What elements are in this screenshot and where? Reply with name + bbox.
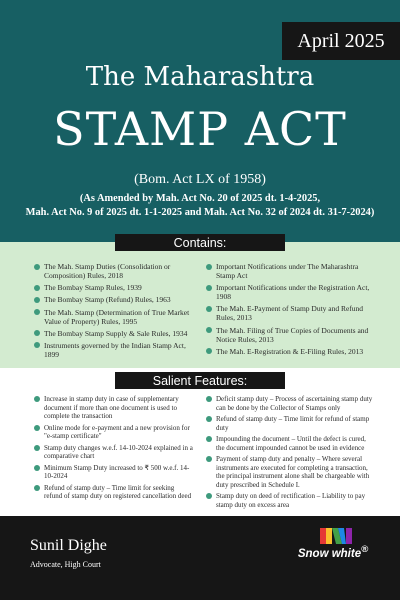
list-item: Stamp duty on deed of rectification – Liability to pay stamp duty on excess area: [206, 492, 376, 509]
bullet-icon: [206, 436, 212, 442]
bullet-icon: [206, 327, 212, 333]
bullet-icon: [34, 485, 40, 491]
list-item: Instruments governed by the Indian Stamp Act, 1899: [34, 341, 196, 359]
amendment-note: [10, 192, 390, 220]
list-item: The Bombay Stamp (Refund) Rules, 1963: [34, 295, 196, 304]
list-item: The Mah. Stamp (Determination of True Market Value of Property) Rules, 1995: [34, 308, 196, 326]
publisher-logo-text: [283, 544, 383, 560]
author-name: Sunil Dighe: [30, 537, 107, 554]
bullet-icon: [34, 309, 40, 315]
amendment-line-1: (As Amended by Mah. Act No. 20 of 2025 dt. 1-4-2025,: [79, 193, 321, 204]
salient-list-left: [34, 395, 194, 504]
bullet-icon: [206, 264, 212, 270]
title-line-2: STAMP ACT: [53, 102, 347, 156]
salient-list-right: [206, 395, 376, 512]
list-item: Impounding the document – Until the defect is cured, the document impounded cannot be used in evidence: [206, 435, 376, 452]
list-item: Important Notifications under the Registration Act, 1908: [206, 283, 376, 301]
contains-list-right: [206, 262, 376, 359]
list-item: The Mah. Stamp Duties (Consolidation or Composition) Rules, 2018: [34, 262, 196, 280]
list-item: Refund of stamp duty – Time limit for seeking refund of stamp duty on registered cancellation deed: [34, 484, 194, 501]
list-item: Deficit stamp duty – Process of ascertaining stamp duty can be done by the Collector of Stamps only: [206, 395, 376, 412]
list-item: Minimum Stamp Duty increased to ₹ 500 w.e.f. 14-10-2024: [34, 464, 194, 481]
list-item: Payment of stamp duty and penalty – Where several instruments are executed for completing a transaction, the principal instrument alone shall be chargeable with duty prescribed in Schedule I.: [206, 455, 376, 489]
bullet-icon: [34, 330, 40, 336]
contains-heading: Contains:: [115, 234, 285, 251]
bullet-icon: [206, 416, 212, 422]
bullet-icon: [34, 445, 40, 451]
list-item: Stamp duty changes w.e.f. 14-10-2024 explained in a comparative chart: [34, 444, 194, 461]
bullet-icon: [34, 425, 40, 431]
bullet-icon: [34, 297, 40, 303]
bullet-icon: [34, 342, 40, 348]
bullet-icon: [34, 264, 40, 270]
author-role: Advocate, High Court: [30, 560, 101, 569]
bullet-icon: [34, 465, 40, 471]
list-item: Important Notifications under The Maharashtra Stamp Act: [206, 262, 376, 280]
bullet-icon: [206, 306, 212, 312]
edition-badge: April 2025: [282, 22, 400, 60]
bullet-icon: [206, 456, 212, 462]
bullet-icon: [34, 396, 40, 402]
amendment-line-2: Mah. Act No. 9 of 2025 dt. 1-1-2025 and Mah. Act No. 32 of 2024 dt. 31-7-2024): [25, 207, 375, 218]
registered-mark: ®: [361, 544, 369, 555]
bullet-icon: [34, 285, 40, 291]
list-item: The Bombay Stamp Supply & Sale Rules, 1934: [34, 329, 196, 338]
list-item: Refund of stamp duty – Time limit for refund of stamp duty: [206, 415, 376, 432]
list-item: Increase in stamp duty in case of supplementary document if more than one document is used to complete the transaction: [34, 395, 194, 421]
salient-heading: Salient Features:: [115, 372, 285, 389]
subtitle: (Bom. Act LX of 1958): [134, 172, 266, 187]
bullet-icon: [206, 396, 212, 402]
list-item: Online mode for e-payment and a new provision for "e-stamp certificate": [34, 424, 194, 441]
bullet-icon: [206, 285, 212, 291]
title-line-1: The Maharashtra: [85, 62, 315, 92]
list-item: The Mah. Filing of True Copies of Documents and Notice Rules, 2013: [206, 326, 376, 344]
list-item: The Bombay Stamp Rules, 1939: [34, 283, 196, 292]
bullet-icon: [206, 493, 212, 499]
bullet-icon: [206, 348, 212, 354]
list-item: The Mah. E-Payment of Stamp Duty and Refund Rules, 2013: [206, 304, 376, 322]
list-item: The Mah. E-Registration & E-Filing Rules, 2013: [206, 347, 376, 356]
contains-list-left: [34, 262, 196, 362]
publisher-name: Snow white: [297, 547, 362, 560]
